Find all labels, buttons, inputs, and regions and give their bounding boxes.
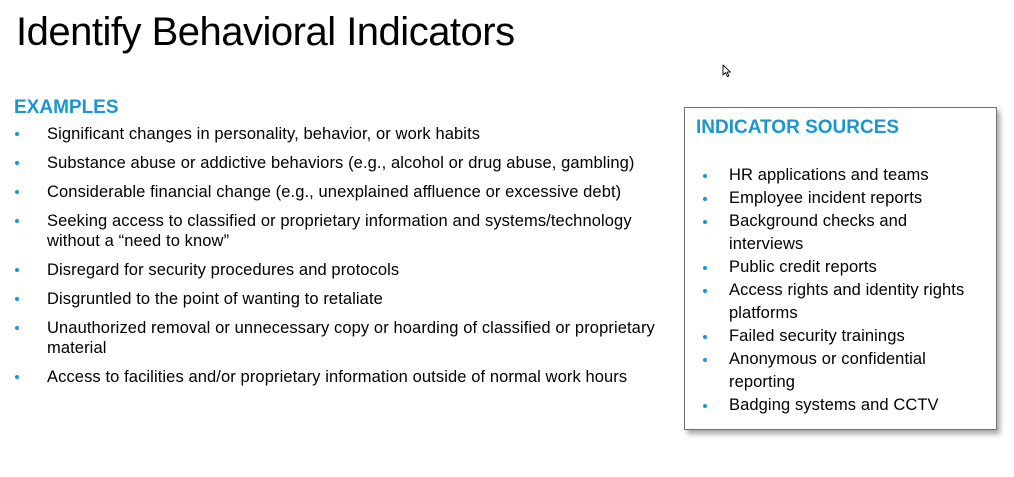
indicator-source-item — [695, 394, 986, 417]
examples-item-text: Access to facilities and/or proprietary information outside of normal work hours — [47, 368, 628, 386]
indicator-source-text: Public credit reports — [729, 258, 877, 276]
indicator-source-text: Employee incident reports — [729, 189, 923, 207]
examples-heading: EXAMPLES — [14, 97, 119, 118]
indicator-source-item — [695, 210, 986, 256]
bullet-icon — [703, 174, 707, 178]
bullet-icon — [15, 161, 19, 165]
bullet-icon — [15, 268, 19, 272]
bullet-icon — [703, 266, 707, 270]
bullet-icon — [15, 375, 19, 379]
indicator-source-item — [695, 325, 986, 348]
indicator-source-text: Background checks and interviews — [729, 212, 908, 253]
indicator-source-text: Access rights and identity rights platforms — [729, 281, 965, 322]
indicator-source-text: HR applications and teams — [729, 166, 929, 184]
indicator-source-text: Failed security trainings — [729, 327, 905, 345]
examples-item-text: Considerable financial change (e.g., unexplained affluence or excessive debt) — [47, 183, 622, 201]
examples-item-text: Substance abuse or addictive behaviors (e.g., alcohol or drug abuse, gambling) — [47, 154, 635, 172]
indicator-sources-box — [684, 107, 997, 430]
indicator-source-item — [695, 348, 986, 394]
bullet-icon — [703, 220, 707, 224]
bullet-icon — [15, 326, 19, 330]
examples-section — [14, 96, 664, 396]
examples-item-text: Seeking access to classified or proprietary information and systems/technology without a “need to know” — [47, 212, 632, 250]
examples-list-item — [14, 289, 664, 309]
indicator-source-item — [695, 187, 986, 210]
examples-item-text: Disregard for security procedures and protocols — [47, 261, 400, 279]
mouse-pointer-icon — [722, 64, 732, 78]
examples-list-item — [14, 318, 664, 358]
bullet-icon — [703, 358, 707, 362]
examples-list-item — [14, 182, 664, 202]
bullet-icon — [703, 197, 707, 201]
bullet-icon — [703, 335, 707, 339]
indicator-source-text: Badging systems and CCTV — [729, 396, 939, 414]
indicator-source-text: Anonymous or confidential reporting — [729, 350, 926, 391]
indicator-source-item — [695, 164, 986, 187]
examples-list-item — [14, 211, 664, 251]
indicator-sources-list — [695, 164, 986, 417]
indicator-sources-heading: INDICATOR SOURCES — [696, 117, 900, 138]
examples-item-text: Unauthorized removal or unnecessary copy or hoarding of classified or proprietary material — [47, 319, 655, 357]
examples-list-item — [14, 124, 664, 144]
examples-list-item — [14, 260, 664, 280]
examples-item-text: Disgruntled to the point of wanting to retaliate — [47, 290, 383, 308]
slide-title: Identify Behavioral Indicators — [16, 10, 515, 54]
bullet-icon — [15, 132, 19, 136]
bullet-icon — [703, 289, 707, 293]
bullet-icon — [703, 404, 707, 408]
bullet-icon — [15, 297, 19, 301]
indicator-source-item — [695, 279, 986, 325]
bullet-icon — [15, 219, 19, 223]
examples-list-item — [14, 153, 664, 173]
indicator-source-item — [695, 256, 986, 279]
examples-list-item — [14, 367, 664, 387]
examples-list — [14, 124, 664, 387]
examples-item-text: Significant changes in personality, behavior, or work habits — [47, 125, 481, 143]
bullet-icon — [15, 190, 19, 194]
